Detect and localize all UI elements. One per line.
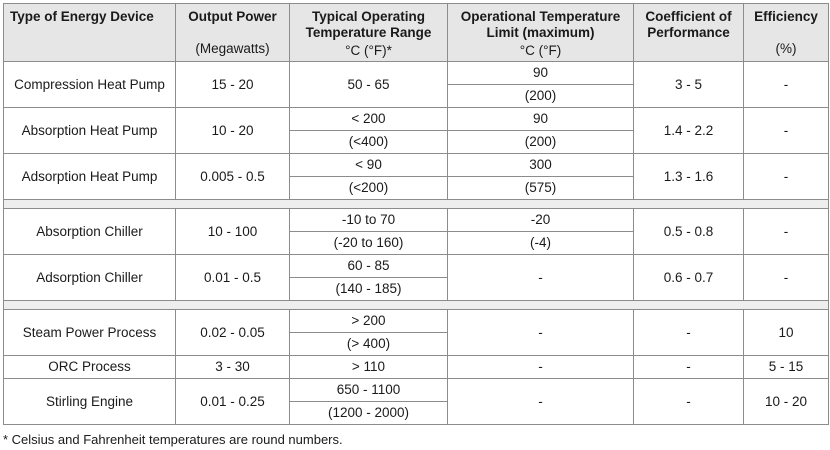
table-row <box>4 108 829 131</box>
header-operating-range-unit: °C (°F)* <box>345 43 392 58</box>
limit-cell: - <box>448 255 634 301</box>
range-f-cell: (-20 to 160) <box>290 232 448 255</box>
range-f-cell: (1200 - 2000) <box>290 402 448 425</box>
limit-f-cell: (200) <box>448 131 634 154</box>
table-row <box>4 379 829 402</box>
efficiency-cell: 5 - 15 <box>744 356 829 379</box>
range-c-cell: < 200 <box>290 108 448 131</box>
range-f-cell: (<400) <box>290 131 448 154</box>
limit-f-cell: (-4) <box>448 232 634 255</box>
limit-f-cell: (200) <box>448 85 634 108</box>
table-row <box>4 255 829 278</box>
header-operational-limit: Operational Temperature Limit (maximum) °C (°F) <box>448 4 634 62</box>
range-c-cell: < 90 <box>290 154 448 177</box>
limit-c-cell: 300 <box>448 154 634 177</box>
range-c-cell: 650 - 1100 <box>290 379 448 402</box>
device-cell: Stirling Engine <box>4 379 176 425</box>
range-c-cell: > 200 <box>290 310 448 333</box>
efficiency-cell: - <box>744 154 829 200</box>
range-f-cell: (> 400) <box>290 333 448 356</box>
device-cell: Adsorption Chiller <box>4 255 176 301</box>
range-c-cell: 60 - 85 <box>290 255 448 278</box>
limit-f-cell: (575) <box>448 177 634 200</box>
range-cell: > 110 <box>290 356 448 379</box>
cop-cell: 0.6 - 0.7 <box>634 255 744 301</box>
device-cell: Absorption Chiller <box>4 209 176 255</box>
efficiency-cell: - <box>744 255 829 301</box>
limit-c-cell: 90 <box>448 108 634 131</box>
range-f-cell: (140 - 185) <box>290 278 448 301</box>
header-efficiency-unit: (%) <box>775 41 797 56</box>
section-divider <box>4 301 829 310</box>
device-cell: ORC Process <box>4 356 176 379</box>
header-operational-limit-unit: °C (°F) <box>519 43 562 58</box>
limit-c-cell: -20 <box>448 209 634 232</box>
efficiency-cell: - <box>744 108 829 154</box>
header-efficiency: Efficiency (%) <box>744 4 829 62</box>
table-row <box>4 62 829 85</box>
cop-cell: 1.3 - 1.6 <box>634 154 744 200</box>
device-cell: Adsorption Heat Pump <box>4 154 176 200</box>
device-cell: Absorption Heat Pump <box>4 108 176 154</box>
cop-cell: - <box>634 356 744 379</box>
limit-cell: - <box>448 356 634 379</box>
range-c-cell: -10 to 70 <box>290 209 448 232</box>
output-cell: 0.01 - 0.5 <box>176 255 290 301</box>
limit-cell: - <box>448 310 634 356</box>
footnote: * Celsius and Fahrenheit temperatures are round numbers. <box>3 432 343 447</box>
cop-cell: - <box>634 310 744 356</box>
energy-device-table <box>3 3 829 425</box>
header-operating-range: Typical Operating Temperature Range °C (°F)* <box>290 4 448 62</box>
efficiency-cell: 10 - 20 <box>744 379 829 425</box>
cop-cell: 1.4 - 2.2 <box>634 108 744 154</box>
output-cell: 10 - 100 <box>176 209 290 255</box>
device-cell: Compression Heat Pump <box>4 62 176 108</box>
cop-cell: - <box>634 379 744 425</box>
output-cell: 10 - 20 <box>176 108 290 154</box>
efficiency-cell: 10 <box>744 310 829 356</box>
output-cell: 3 - 30 <box>176 356 290 379</box>
output-cell: 0.02 - 0.05 <box>176 310 290 356</box>
cop-cell: 0.5 - 0.8 <box>634 209 744 255</box>
header-output-unit: (Megawatts) <box>195 41 270 56</box>
header-row <box>4 4 829 62</box>
efficiency-cell: - <box>744 62 829 108</box>
header-output-power: Output Power (Megawatts) <box>176 4 290 62</box>
header-cop: Coefficient of Performance <box>634 4 744 62</box>
table-row <box>4 154 829 177</box>
output-cell: 0.005 - 0.5 <box>176 154 290 200</box>
table-row <box>4 356 829 379</box>
limit-c-cell: 90 <box>448 62 634 85</box>
device-cell: Steam Power Process <box>4 310 176 356</box>
header-device: Type of Energy Device <box>4 4 176 62</box>
output-cell: 0.01 - 0.25 <box>176 379 290 425</box>
table-row <box>4 209 829 232</box>
range-f-cell: (<200) <box>290 177 448 200</box>
section-divider <box>4 200 829 209</box>
table-row <box>4 310 829 333</box>
efficiency-cell: - <box>744 209 829 255</box>
cop-cell: 3 - 5 <box>634 62 744 108</box>
range-cell: 50 - 65 <box>290 62 448 108</box>
limit-cell: - <box>448 379 634 425</box>
output-cell: 15 - 20 <box>176 62 290 108</box>
